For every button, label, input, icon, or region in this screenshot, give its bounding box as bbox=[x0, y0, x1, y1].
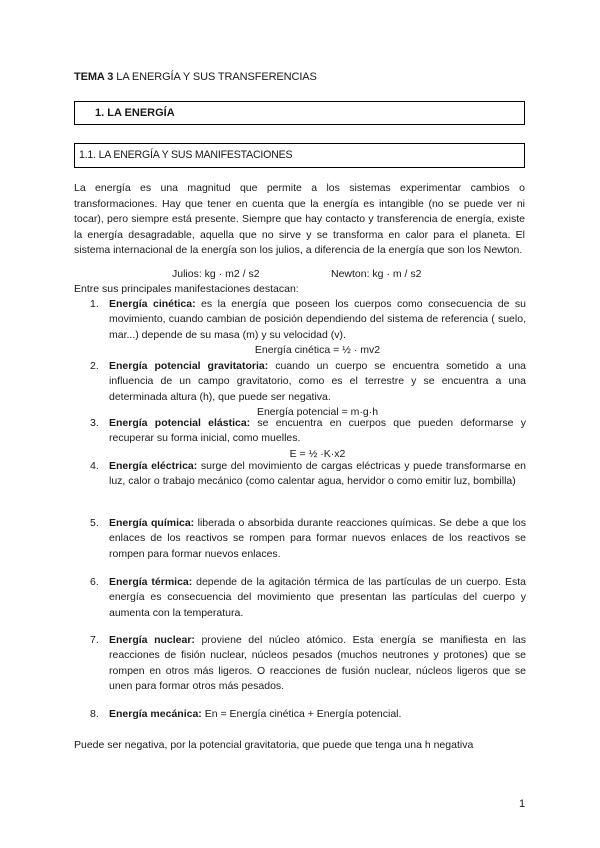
list-item-mechanical bbox=[90, 707, 526, 722]
list-item-nuclear bbox=[90, 633, 526, 695]
item-term: Energía química: bbox=[109, 517, 195, 529]
item-text: liberada o absorbida durante reacciones químicas. Se debe a que los enlaces de los reactivos se rompen para formar nuevos enlaces de los reactivos se rompen para formar nuevos enlaces. bbox=[109, 517, 526, 560]
item-term: Energía potencial gravitatoria: bbox=[109, 360, 269, 372]
units-newton: Newton: kg · m / s2 bbox=[331, 268, 422, 280]
list-item-elastic bbox=[90, 416, 526, 462]
item-number: 2. bbox=[90, 360, 99, 372]
item-number: 4. bbox=[90, 460, 99, 472]
item-number: 5. bbox=[90, 517, 99, 529]
topic-label: TEMA 3 bbox=[74, 71, 114, 83]
topic-title: LA ENERGÍA Y SUS TRANSFERENCIAS bbox=[113, 71, 317, 83]
item-number: 7. bbox=[90, 634, 99, 646]
item-text: se encuentra en cuerpos que pueden deformarse y recuperar su forma inicial, como muelles. bbox=[109, 417, 526, 445]
list-item-kinetic bbox=[90, 297, 526, 359]
item-term: Energía eléctrica: bbox=[109, 460, 198, 472]
item-number: 8. bbox=[90, 708, 99, 720]
list-item-chemical bbox=[90, 516, 526, 562]
units-julios: Julios: kg · m2 / s2 bbox=[172, 268, 260, 280]
item-number: 3. bbox=[90, 417, 99, 429]
item-text: es la energía que poseen los cuerpos como consecuencia de su movimiento, cuando cambian de posición dependiendo del sistema de referencia ( suelo, mar...) depende de su masa (m) y su velocidad (v). bbox=[109, 298, 527, 341]
item-formula: Energía potencial = m·g·h bbox=[256, 406, 379, 419]
item-term: Energía potencial elástica: bbox=[109, 417, 251, 429]
page-number: 1 bbox=[519, 798, 526, 810]
list-item-gravitational bbox=[90, 359, 526, 421]
item-term: Energía mecánica: bbox=[109, 708, 202, 720]
item-term: Energía térmica: bbox=[109, 576, 193, 588]
item-text: surge del movimiento de cargas eléctricas y puede transformarse en luz, calor o trabajo mecánico (como calentar agua, hervidor o como emitir luz, bombilla) bbox=[109, 460, 526, 488]
item-number: 6. bbox=[90, 576, 99, 588]
item-text: depende de la agitación térmica de las partículas de un cuerpo. Esta energía es consecuencia del movimiento que presentan las partículas del cuerpo y aumenta con la temperatura. bbox=[109, 576, 526, 619]
item-term: Energía cinética: bbox=[109, 298, 196, 310]
section-heading-1: 1. LA ENERGÍA bbox=[74, 101, 525, 125]
topic-heading bbox=[74, 71, 317, 83]
item-number: 1. bbox=[90, 298, 99, 310]
subsection-heading-1-1: 1.1. LA ENERGÍA Y SUS MANIFESTACIONES bbox=[74, 143, 525, 168]
item-term: Energía nuclear: bbox=[109, 634, 195, 646]
list-item-thermal bbox=[90, 575, 526, 621]
item-formula: E = ½ ·K·x2 bbox=[289, 447, 346, 460]
item-text: En = Energía cinética + Energía potencial. bbox=[201, 708, 402, 720]
list-item-electric bbox=[90, 459, 526, 490]
item-formula: Energía cinética = ½ · mv2 bbox=[254, 344, 381, 357]
item-text: proviene del núcleo atómico. Esta energía se manifiesta en las reacciones de fisión nuclear, núcleos pesados (muchos neutrones y protones) que se rompen en otros más ligeros. O reacciones de fusión nuclear, núcleos ligeros que se unen para formar otros más pesados. bbox=[109, 634, 526, 693]
item-text: cuando un cuerpo se encuentra sometido a una influencia de un campo gravitatorio, como es el terrestre y se encuentra a una determinada altura (h), que puede ser negativa. bbox=[109, 360, 526, 403]
list-lead: Entre sus principales manifestaciones destacan: bbox=[74, 283, 299, 295]
closing-paragraph: Puede ser negativa, por la potencial gravitatoria, que puede que tenga una h negativa bbox=[74, 739, 474, 751]
intro-paragraph: La energía es una magnitud que permite a los sistemas experimentar cambios o transformaciones. Hay que tener en cuenta que la energía es intangible (no se puede ver ni tocar), pero siempre está presente. Siempre que hay contacto y transferencia de energía, existe la energía desagradable, aquella que no sirve y se transforma en calor para el planeta. El sistema internacional de la energía son los julios, a diferencia de la energía que son los Newton. bbox=[74, 182, 525, 257]
